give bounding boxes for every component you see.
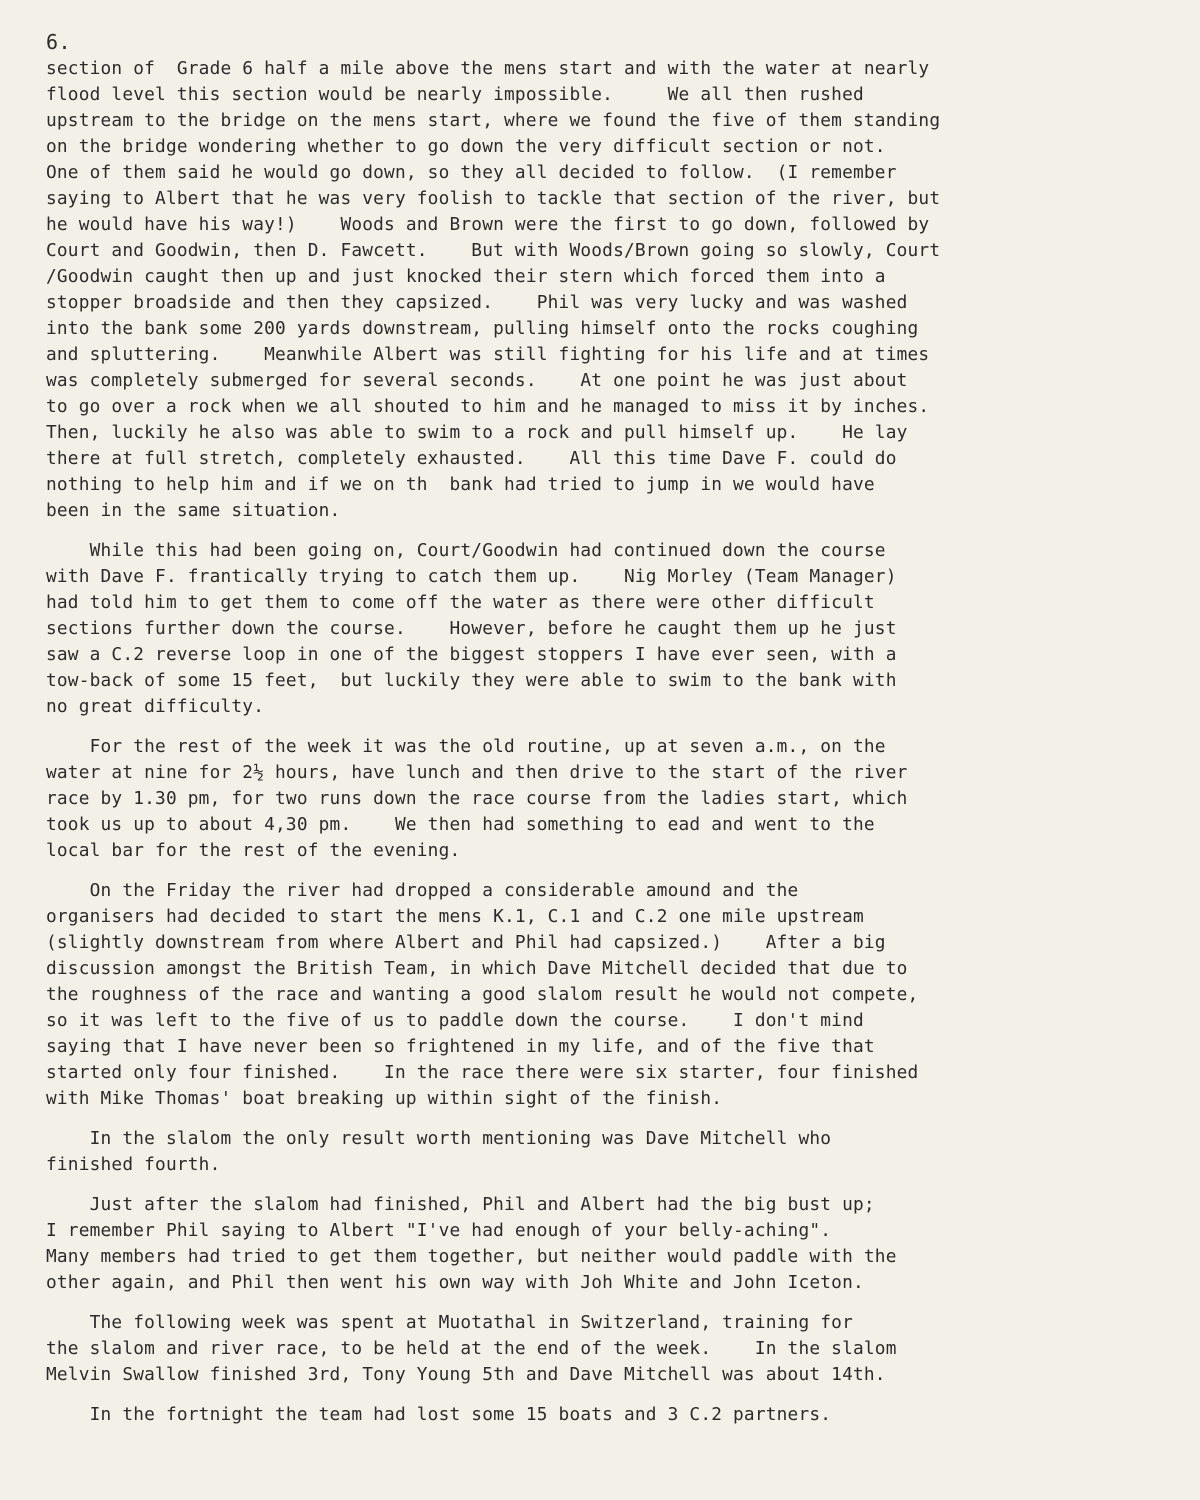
text-line: took us up to about 4,30 pm. We then had something to ead and went to the [46,814,875,835]
paragraph-gap [46,524,1100,538]
paragraph [46,1402,1100,1428]
text-line: other again, and Phil then went his own way with Joh White and John Iceton. [46,1272,864,1293]
text-line: to go over a rock when we all shouted to him and he managed to miss it by inches. [46,396,930,417]
text-line: I remember Phil saying to Albert "I've had enough of your belly-aching". [46,1220,832,1241]
text-line: upstream to the bridge on the mens start, where we found the five of them standing [46,110,941,131]
text-line: no great difficulty. [46,696,265,717]
paragraph-gap [46,1388,1100,1402]
text-line: finished fourth. [46,1154,221,1175]
text-line: he would have his way!) Woods and Brown were the first to go down, followed by [46,214,930,235]
text-line: nothing to help him and if we on th bank had tried to jump in we would have [46,474,875,495]
text-line: saying that I have never been so frightened in my life, and of the five that [46,1036,875,1057]
text-line: with Dave F. frantically trying to catch them up. Nig Morley (Team Manager) [46,566,897,587]
text-line: the roughness of the race and wanting a good slalom result he would not compete, [46,984,919,1005]
text-line: been in the same situation. [46,500,341,521]
text-line: Many members had tried to get them together, but neither would paddle with the [46,1246,897,1267]
text-line: had told him to get them to come off the water as there were other difficult [46,592,875,613]
text-line: While this had been going on, Court/Goodwin had continued down the course [46,540,886,561]
text-line: In the slalom the only result worth mentioning was Dave Mitchell who [46,1128,832,1149]
text-line: flood level this section would be nearly impossible. We all then rushed [46,84,864,105]
paragraph [46,1310,1100,1388]
paragraph-gap [46,864,1100,878]
paragraph-gap [46,1178,1100,1192]
paragraph [46,1126,1100,1178]
text-line: discussion amongst the British Team, in which Dave Mitchell decided that due to [46,958,908,979]
text-line: water at nine for 2½ hours, have lunch and then drive to the start of the river [46,762,908,783]
text-line: /Goodwin caught then up and just knocked their stern which forced them into a [46,266,886,287]
text-line: Just after the slalom had finished, Phil and Albert had the big bust up; [46,1194,875,1215]
paragraph [46,1192,1100,1296]
text-line: Then, luckily he also was able to swim to a rock and pull himself up. He lay [46,422,908,443]
paragraph-gap [46,720,1100,734]
text-line: the slalom and river race, to be held at the end of the week. In the slalom [46,1338,897,1359]
text-line: on the bridge wondering whether to go down the very difficult section or not. [46,136,886,157]
text-line: with Mike Thomas' boat breaking up within sight of the finish. [46,1088,723,1109]
text-line: there at full stretch, completely exhausted. All this time Dave F. could do [46,448,897,469]
text-line: organisers had decided to start the mens K.1, C.1 and C.2 one mile upstream [46,906,864,927]
text-line: so it was left to the five of us to paddle down the course. I don't mind [46,1010,864,1031]
text-line: For the rest of the week it was the old routine, up at seven a.m., on the [46,736,886,757]
text-line: race by 1.30 pm, for two runs down the race course from the ladies start, which [46,788,908,809]
text-line: Court and Goodwin, then D. Fawcett. But with Woods/Brown going so slowly, Court [46,240,941,261]
paragraph [46,56,1100,524]
body-text [46,56,1100,1428]
text-line: into the bank some 200 yards downstream, pulling himself onto the rocks coughing [46,318,919,339]
paragraph [46,538,1100,720]
text-line: was completely submerged for several seconds. At one point he was just about [46,370,908,391]
text-line: sections further down the course. However, before he caught them up he just [46,618,897,639]
paragraph [46,878,1100,1112]
paragraph-gap [46,1296,1100,1310]
text-line: started only four finished. In the race there were six starter, four finished [46,1062,919,1083]
text-line: (slightly downstream from where Albert and Phil had capsized.) After a big [46,932,886,953]
paragraph-gap [46,1112,1100,1126]
text-line: The following week was spent at Muotathal in Switzerland, training for [46,1312,853,1333]
text-line: Melvin Swallow finished 3rd, Tony Young 5th and Dave Mitchell was about 14th. [46,1364,886,1385]
text-line: saw a C.2 reverse loop in one of the biggest stoppers I have ever seen, with a [46,644,897,665]
text-line: tow-back of some 15 feet, but luckily they were able to swim to the bank with [46,670,897,691]
text-line: In the fortnight the team had lost some 15 boats and 3 C.2 partners. [46,1404,832,1425]
text-line: One of them said he would go down, so they all decided to follow. (I remember [46,162,897,183]
paragraph [46,734,1100,864]
text-line: local bar for the rest of the evening. [46,840,461,861]
page-number: 6. [46,30,72,54]
text-line: and spluttering. Meanwhile Albert was still fighting for his life and at times [46,344,930,365]
text-line: On the Friday the river had dropped a considerable amound and the [46,880,799,901]
text-line: stopper broadside and then they capsized. Phil was very lucky and was washed [46,292,908,313]
text-line: saying to Albert that he was very foolish to tackle that section of the river, but [46,188,941,209]
text-line: section of Grade 6 half a mile above the mens start and with the water at nearly [46,58,930,79]
